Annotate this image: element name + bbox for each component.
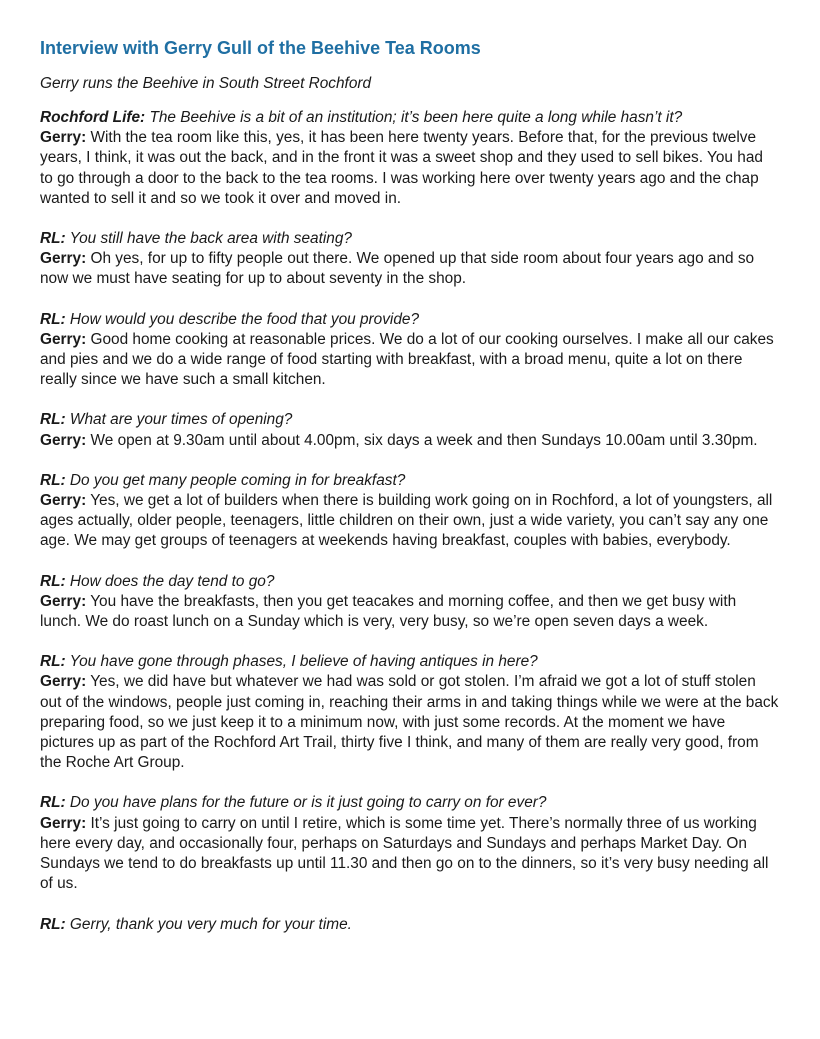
answer-text: Good home cooking at reasonable prices. We do a lot of our cooking ourselves. I make all our cakes and pies and we do a wide range of food starting with breakfast, with a broad menu, quite a lot on there really since we have such a small kitchen. [40, 330, 774, 389]
answer-speaker: Gerry: [40, 250, 87, 268]
answer-speaker: Gerry: [40, 330, 87, 348]
question-speaker: RL: [40, 471, 66, 489]
qa-block-3 [40, 310, 780, 391]
answer [40, 431, 780, 451]
answer-text: With the tea room like this, yes, it has been here twenty years. Before that, for the previous twelve years, I think, it was out the back, and in the front it was a sweet shop and they used to sell bikes. You had to go through a door to the back to the tea rooms. I was working here over twenty years ago and the chap wanted to sell it and so we took it over and moved in. [40, 129, 763, 207]
qa-block-6 [40, 572, 780, 633]
question-text: Do you have plans for the future or is it just going to carry on for ever? [65, 794, 547, 812]
answer [40, 491, 780, 552]
answer [40, 672, 780, 773]
qa-block-1 [40, 108, 780, 209]
answer-speaker: Gerry: [40, 592, 87, 610]
question-speaker: RL: [40, 794, 66, 812]
answer-text: It’s just going to carry on until I retire, which is some time yet. There’s normally three of us working here every day, and occasionally four, perhaps on Saturdays and Sundays and perhaps Market Day. On Sundays we tend to do breakfasts up until 11.30 and then go on to the dinners, so it’s very busy needing all of us. [40, 814, 769, 893]
answer-text: Yes, we did have but whatever we had was sold or got stolen. I’m afraid we got a lot of stuff stolen out of the windows, people just coming in, reaching their arms in and taking things while we were at the back preparing food, so we just keep it to a minimum now, with just some records. At the moment we have pictures up as part of the Rochford Art Trail, thirty five I think, and many of them are really very good, from the Roche Art Group. [40, 673, 779, 772]
answer-speaker: Gerry: [40, 492, 87, 510]
question [40, 652, 780, 672]
question [40, 410, 780, 430]
closing-speaker: RL: [40, 915, 66, 933]
question-speaker: RL: [40, 572, 66, 590]
question-speaker: RL: [40, 653, 66, 671]
qa-block-8 [40, 793, 780, 894]
document-page [40, 36, 780, 955]
question-speaker: RL: [40, 310, 66, 328]
qa-block-2 [40, 229, 780, 290]
question-text: How does the day tend to go? [65, 572, 275, 590]
question-text: What are your times of opening? [65, 411, 293, 429]
closing-text: Gerry, thank you very much for your time. [65, 915, 352, 933]
question-text: You still have the back area with seating? [65, 230, 352, 248]
answer-speaker: Gerry: [40, 129, 87, 147]
answer-text: Oh yes, for up to fifty people out there. We opened up that side room about four years ago and so now we must have seating for up to about seventy in the shop. [40, 250, 755, 288]
closing-block [40, 915, 780, 935]
closing-line [40, 915, 780, 935]
question-text: The Beehive is a bit of an institution; it’s been here quite a long while hasn’t it? [145, 109, 683, 126]
question [40, 108, 780, 128]
qa-block-5 [40, 471, 780, 552]
answer [40, 814, 780, 895]
question-text: You have gone through phases, I believe of having antiques in here? [65, 653, 538, 671]
answer-speaker: Gerry: [40, 673, 87, 691]
answer [40, 592, 780, 632]
document-intro: Gerry runs the Beehive in South Street Rochford [40, 75, 372, 92]
qa-block-7 [40, 652, 780, 773]
answer-text: Yes, we get a lot of builders when there is building work going on in Rochford, a lot of youngsters, all ages actually, older people, teenagers, little children on their own, just a wide variety, you can’t say any one age. We may get groups of teenagers at weekends having breakfast, couples with babies, everybody. [40, 492, 773, 550]
question [40, 572, 780, 592]
answer-text: You have the breakfasts, then you get teacakes and morning coffee, and then we get busy with lunch. We do roast lunch on a Sunday which is very, very busy, so we’re open seven days a week. [40, 592, 737, 631]
qa-block-4 [40, 410, 780, 450]
question-speaker: RL: [40, 411, 66, 429]
answer-speaker: Gerry: [40, 814, 87, 832]
document-title: Interview with Gerry Gull of the Beehive Tea Rooms [40, 38, 481, 58]
question-speaker: RL: [40, 230, 66, 248]
question [40, 229, 780, 249]
question [40, 310, 780, 330]
answer [40, 330, 780, 391]
answer [40, 249, 780, 289]
question-speaker: Rochford Life: [40, 109, 146, 126]
question [40, 471, 780, 491]
answer-text: We open at 9.30am until about 4.00pm, six days a week and then Sundays 10.00am until 3.30pm. [86, 431, 758, 449]
answer [40, 128, 780, 209]
answer-speaker: Gerry: [40, 431, 87, 449]
question-text: Do you get many people coming in for breakfast? [65, 471, 406, 489]
question [40, 793, 780, 813]
question-text: How would you describe the food that you provide? [65, 310, 420, 328]
